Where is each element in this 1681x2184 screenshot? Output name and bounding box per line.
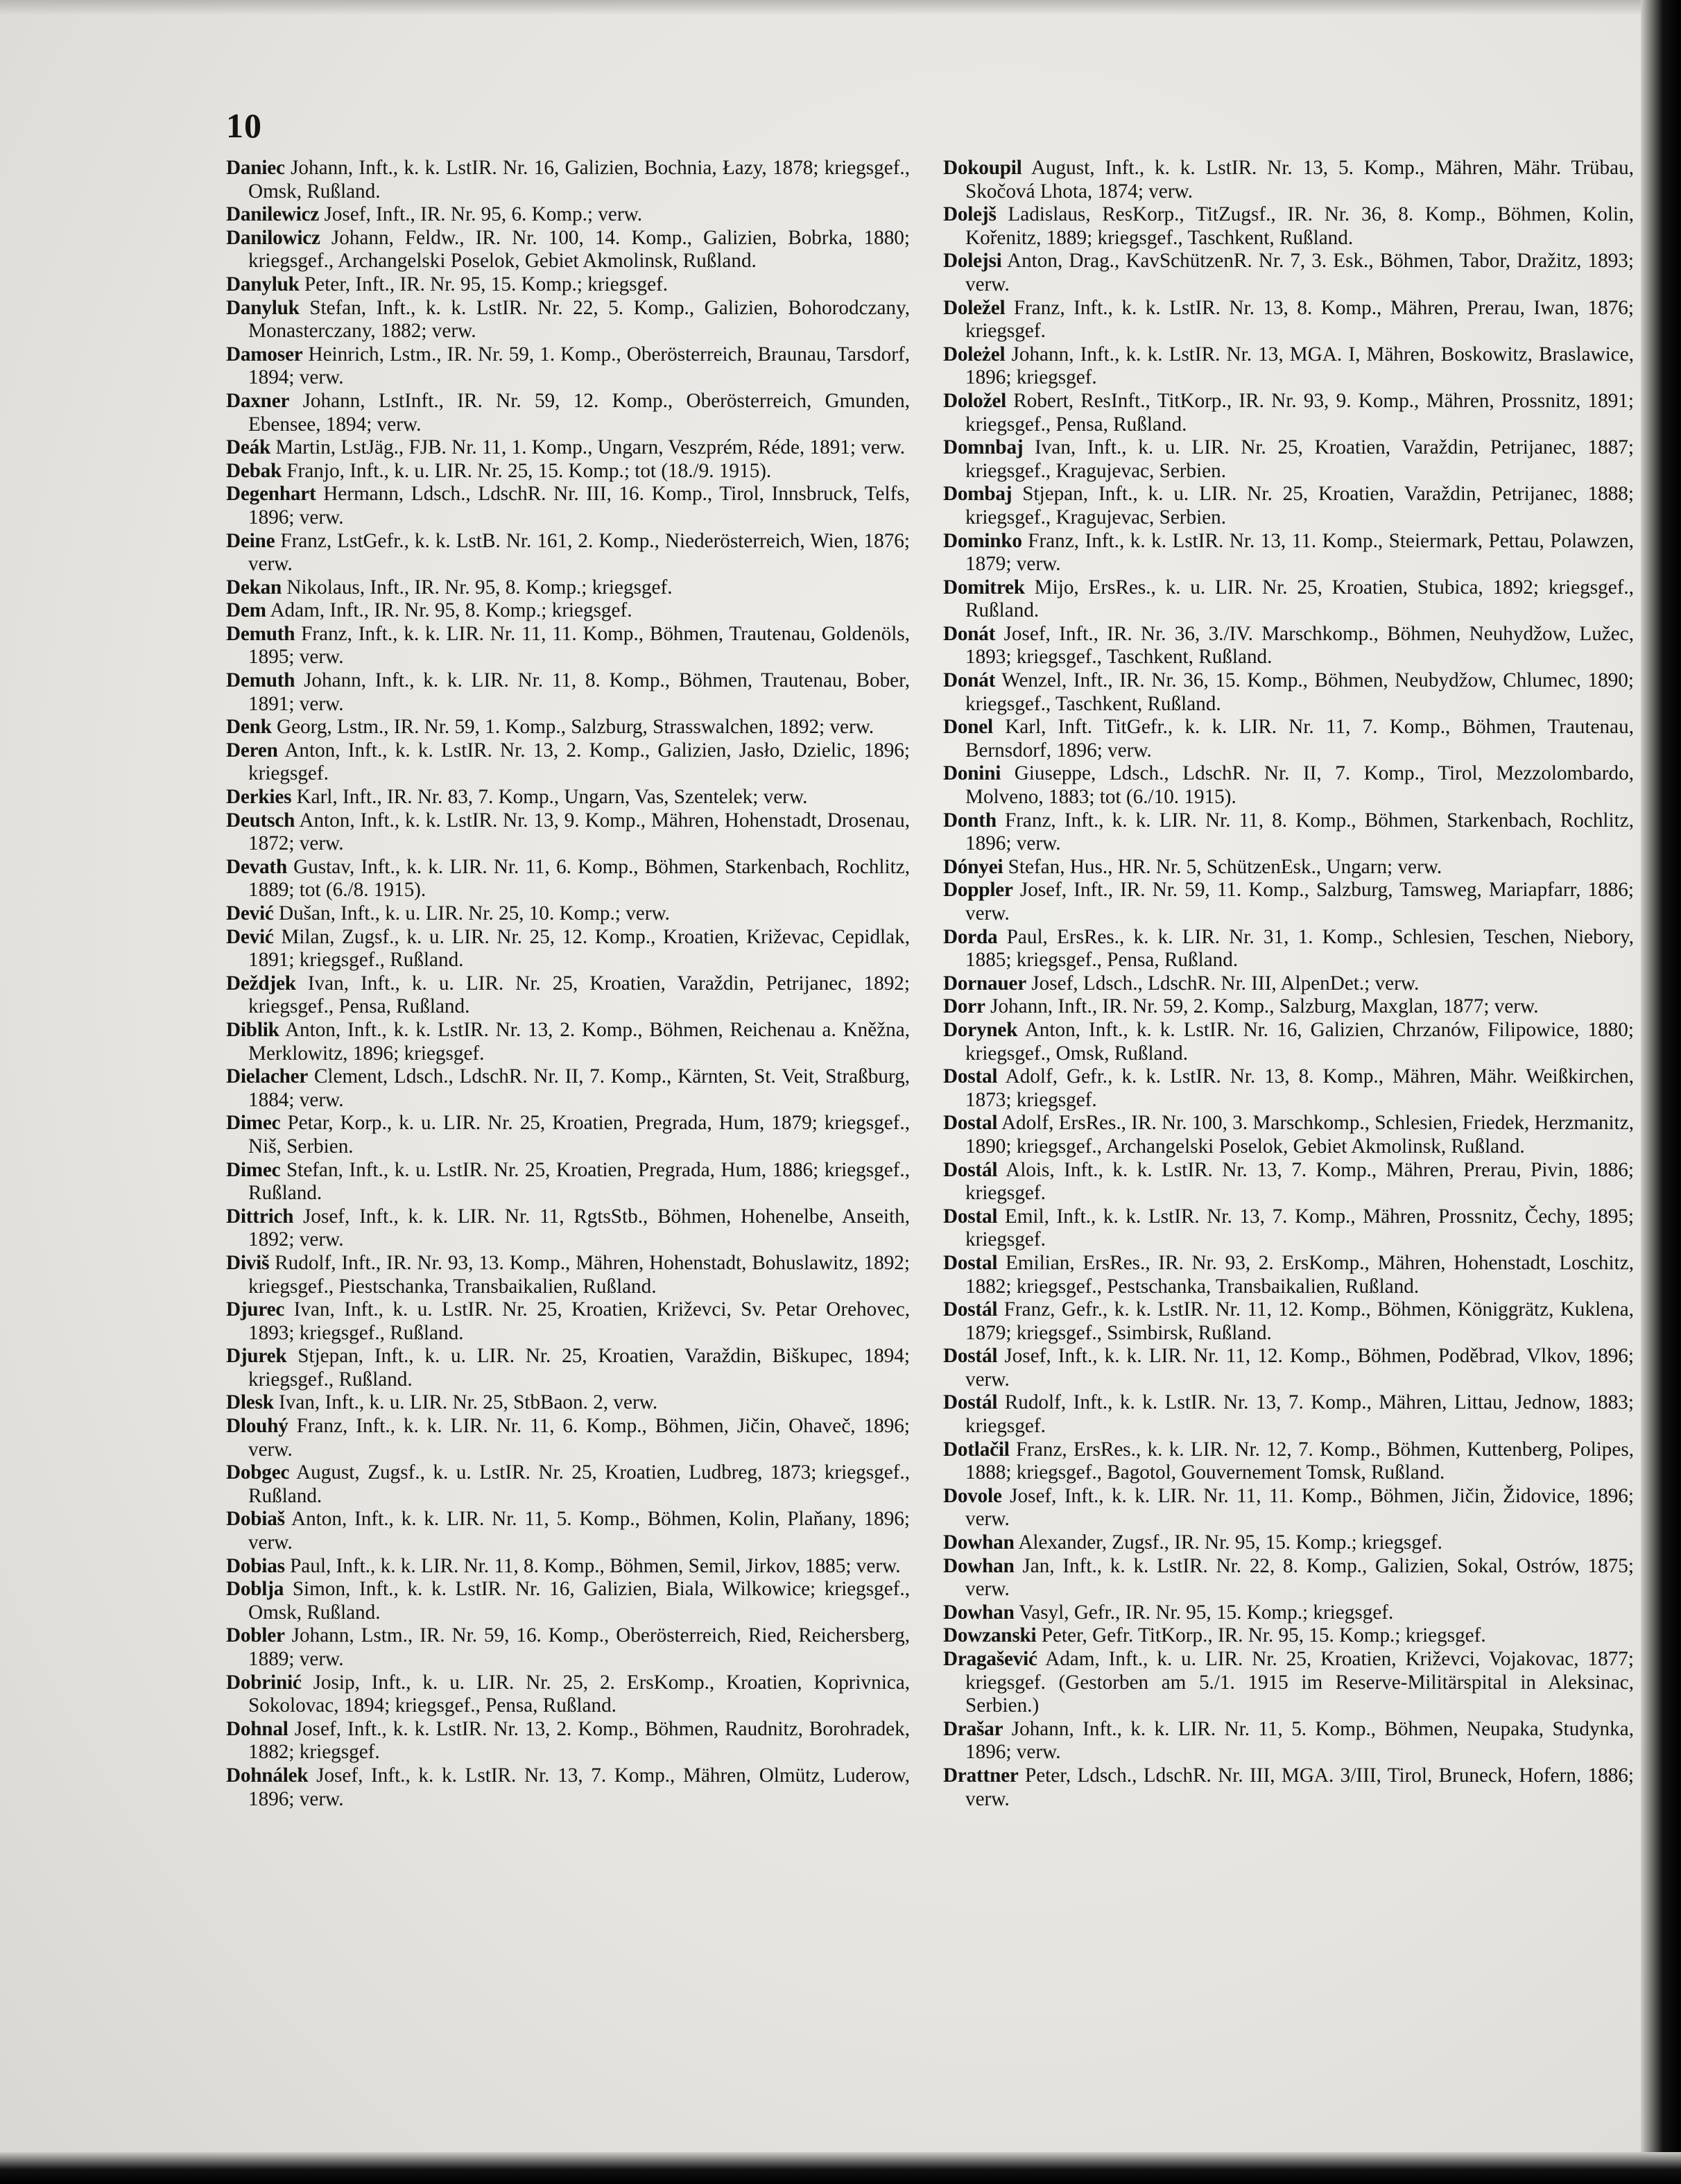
entry-details: Karl, Inft. TitGefr., k. k. LIR. Nr. 11, 7. Komp., Böhmen, Trautenau, Bernsdorf, 1896; verw. bbox=[965, 716, 1634, 762]
entry-details: Johann, LstInft., IR. Nr. 59, 12. Komp., Oberösterreich, Gmunden, Ebensee, 1894; verw. bbox=[248, 389, 911, 436]
entry-details: Stefan, Inft., k. u. LstIR. Nr. 25, Kroatien, Pregrada, Hum, 1886; kriegsgef., Rußland. bbox=[248, 1158, 910, 1205]
entry-details: Franz, LstGefr., k. k. LstB. Nr. 161, 2. Komp., Niederösterreich, Wien, 1876; verw. bbox=[248, 529, 911, 576]
list-item bbox=[943, 1159, 1634, 1205]
entry-details: Peter, Inft., IR. Nr. 95, 15. Komp.; kriegsgef. bbox=[304, 273, 669, 295]
entry-details: Adam, Inft., k. u. LIR. Nr. 25, Kroatien, Križevci, Vojakovac, 1877; kriegsgef. (Gestorben am 5./1. 1915 im Reserve-Militärspital in Aleksinac, Serbien.) bbox=[965, 1648, 1634, 1717]
entry-details: Johann, Inft., k. k. LstIR. Nr. 16, Galizien, Bochnia, Łazy, 1878; kriegsgef., Omsk, Rußland. bbox=[248, 157, 911, 203]
entry-surname: Dostál bbox=[943, 1391, 998, 1414]
page-number: 10 bbox=[226, 106, 262, 145]
entry-surname: Dem bbox=[226, 599, 266, 622]
list-item bbox=[226, 460, 910, 483]
left-column bbox=[226, 157, 910, 1811]
entry-surname: Dostál bbox=[943, 1158, 998, 1181]
list-item bbox=[943, 1391, 1634, 1438]
list-item bbox=[226, 436, 910, 460]
entry-surname: Dowhan bbox=[943, 1601, 1015, 1624]
entry-details: Josef, Inft., k. k. LIR. Nr. 11, 12. Komp., Böhmen, Poděbrad, Vlkov, 1896; verw. bbox=[965, 1345, 1634, 1391]
entry-surname: Dohnal bbox=[226, 1717, 288, 1740]
list-item bbox=[943, 879, 1634, 925]
list-item bbox=[943, 1252, 1634, 1298]
scan-bottom-border bbox=[0, 2152, 1681, 2184]
entry-details: Josef, Inft., k. k. LIR. Nr. 11, 11. Komp., Böhmen, Jičin, Židovice, 1896; verw. bbox=[965, 1484, 1635, 1531]
list-item bbox=[943, 623, 1634, 669]
list-item bbox=[226, 530, 910, 576]
scan-top-shadow bbox=[0, 0, 1681, 15]
entry-surname: Djurec bbox=[226, 1298, 285, 1321]
entry-surname: Doblja bbox=[226, 1578, 284, 1601]
entry-surname: Dević bbox=[226, 902, 274, 925]
entry-surname: Domnbaj bbox=[943, 436, 1024, 459]
list-item bbox=[226, 1764, 910, 1811]
list-item bbox=[943, 343, 1634, 390]
entry-surname: Dobgec bbox=[226, 1461, 290, 1484]
entry-details: Anton, Drag., KavSchützenR. Nr. 7, 3. Esk., Böhmen, Tabor, Dražitz, 1893; verw. bbox=[965, 250, 1635, 295]
entry-surname: Diblik bbox=[226, 1018, 279, 1041]
entry-details: Franz, Gefr., k. k. LstIR. Nr. 11, 12. Komp., Böhmen, Königgrätz, Kuklena, 1879; kriegsgef., Ssimbirsk, Rußland. bbox=[965, 1298, 1634, 1344]
entry-surname: Dobias bbox=[226, 1554, 285, 1577]
list-item bbox=[943, 250, 1634, 296]
entry-surname: Dowhan bbox=[943, 1531, 1015, 1554]
entry-surname: Dragašević bbox=[943, 1648, 1037, 1670]
entry-details: Johann, Lstm., IR. Nr. 59, 16. Komp., Oberösterreich, Ried, Reichersberg, 1889; verw. bbox=[248, 1624, 910, 1670]
list-item bbox=[226, 1391, 910, 1415]
entry-surname: Demuth bbox=[226, 669, 295, 692]
entry-surname: Dobler bbox=[226, 1624, 285, 1647]
list-item bbox=[943, 1531, 1634, 1555]
list-item bbox=[226, 203, 910, 227]
list-item bbox=[226, 972, 910, 1019]
list-item bbox=[226, 669, 910, 716]
entry-surname: Deine bbox=[226, 529, 275, 552]
list-item bbox=[943, 530, 1634, 576]
list-item bbox=[226, 483, 910, 529]
list-item bbox=[226, 739, 910, 786]
entry-surname: Dostal bbox=[943, 1112, 998, 1135]
entry-surname: Dowzanski bbox=[943, 1624, 1037, 1647]
list-item bbox=[943, 390, 1634, 436]
entry-details: Dušan, Inft., k. u. LIR. Nr. 25, 10. Komp.; verw. bbox=[279, 902, 670, 925]
entry-surname: Doppler bbox=[943, 879, 1013, 902]
entry-surname: Dekan bbox=[226, 576, 282, 599]
entry-surname: Daxner bbox=[226, 389, 290, 412]
list-item bbox=[943, 1345, 1634, 1391]
entry-surname: Donel bbox=[943, 716, 993, 739]
entry-details: Hermann, Ldsch., LdschR. Nr. III, 16. Komp., Tirol, Innsbruck, Telfs, 1896; verw. bbox=[248, 483, 911, 528]
list-item bbox=[226, 390, 910, 436]
list-item bbox=[943, 1601, 1634, 1625]
list-item bbox=[943, 157, 1634, 203]
list-item bbox=[226, 902, 910, 926]
entry-surname: Dostál bbox=[943, 1345, 998, 1368]
entry-surname: Dolejš bbox=[943, 203, 997, 226]
list-item bbox=[226, 1624, 910, 1671]
entry-surname: Damoser bbox=[226, 343, 303, 366]
list-item bbox=[226, 157, 910, 203]
list-item bbox=[226, 1508, 910, 1554]
entry-surname: Dornauer bbox=[943, 972, 1026, 995]
list-item bbox=[943, 995, 1634, 1019]
entry-details: Gustav, Inft., k. k. LIR. Nr. 11, 6. Komp., Böhmen, Starkenbach, Rochlitz, 1889; tot (6./8. 1915). bbox=[248, 855, 911, 902]
list-item bbox=[943, 483, 1634, 529]
entry-surname: Demuth bbox=[226, 622, 295, 645]
entry-details: Anton, Inft., k. k. LstIR. Nr. 13, 2. Komp., Galizien, Jasło, Dzielic, 1896; kriegsgef. bbox=[248, 739, 911, 785]
list-item bbox=[943, 972, 1634, 996]
entry-surname: Derkies bbox=[226, 786, 292, 809]
list-item bbox=[226, 1112, 910, 1158]
list-item bbox=[943, 1648, 1634, 1718]
list-item bbox=[226, 1578, 910, 1624]
entry-details: Josef, Inft., IR. Nr. 36, 3./IV. Marschkomp., Böhmen, Neuhydžow, Lužec, 1893; kriegsgef., Taschkent, Rußland. bbox=[965, 622, 1635, 669]
list-item bbox=[226, 1671, 910, 1718]
entry-details: Josef, Inft., IR. Nr. 95, 6. Komp.; verw. bbox=[324, 203, 643, 226]
entry-details: Stjepan, Inft., k. u. LIR. Nr. 25, Kroatien, Varaždin, Biškupec, 1894; kriegsgef., Rußland. bbox=[248, 1345, 910, 1391]
entry-details: Franz, ErsRes., k. k. LIR. Nr. 12, 7. Komp., Böhmen, Kuttenberg, Polipes, 1888; kriegsgef., Bagotol, Gouvernement Tomsk, Rußland. bbox=[965, 1438, 1635, 1484]
entry-surname: Doleżel bbox=[943, 343, 1006, 366]
list-item bbox=[943, 1298, 1634, 1345]
list-item bbox=[943, 926, 1634, 972]
list-item bbox=[226, 786, 910, 809]
entry-surname: Deák bbox=[226, 436, 271, 459]
entry-details: Clement, Ldsch., LdschR. Nr. II, 7. Komp., Kärnten, St. Veit, Straßburg, 1884; verw. bbox=[248, 1065, 910, 1111]
list-item bbox=[943, 1438, 1634, 1485]
entry-details: Giuseppe, Ldsch., LdschR. Nr. II, 7. Komp., Tirol, Mezzolombardo, Molveno, 1883; tot (6./10. 1915). bbox=[965, 762, 1635, 809]
entry-details: Stefan, Inft., k. k. LstIR. Nr. 22, 5. Komp., Galizien, Bohorodczany, Monasterczany, 1882; verw. bbox=[248, 296, 910, 343]
entry-surname: Diviš bbox=[226, 1251, 270, 1274]
entry-surname: Degenhart bbox=[226, 483, 316, 506]
entry-surname: Dimec bbox=[226, 1112, 281, 1135]
entry-surname: Djurek bbox=[226, 1345, 287, 1368]
entry-surname: Denk bbox=[226, 716, 272, 739]
list-item bbox=[943, 856, 1634, 879]
entry-details: Josef, Inft., k. k. LstIR. Nr. 13, 2. Komp., Böhmen, Raudnitz, Borohradek, 1882; kriegsgef. bbox=[248, 1717, 911, 1764]
list-item bbox=[226, 1252, 910, 1298]
entry-details: Paul, Inft., k. k. LIR. Nr. 11, 8. Komp., Böhmen, Semil, Jirkov, 1885; verw. bbox=[290, 1554, 901, 1577]
entry-surname: Dowhan bbox=[943, 1554, 1015, 1577]
entry-surname: Dohnálek bbox=[226, 1764, 309, 1787]
entry-details: Ivan, Inft., k. u. LIR. Nr. 25, StbBaon. 2, verw. bbox=[279, 1391, 658, 1414]
list-item bbox=[226, 1415, 910, 1461]
entry-surname: Danilowicz bbox=[226, 226, 320, 249]
list-item bbox=[226, 343, 910, 390]
entry-surname: Doložel bbox=[943, 389, 1006, 412]
entry-surname: Dobrinić bbox=[226, 1671, 302, 1694]
entry-details: Johann, Inft., IR. Nr. 59, 2. Komp., Salzburg, Maxglan, 1877; verw. bbox=[990, 995, 1539, 1018]
list-item bbox=[943, 669, 1634, 716]
list-item bbox=[226, 1159, 910, 1205]
entry-surname: Dorynek bbox=[943, 1018, 1018, 1041]
entry-surname: Dokoupil bbox=[943, 157, 1022, 179]
entry-details: Nikolaus, Inft., IR. Nr. 95, 8. Komp.; kriegsgef. bbox=[286, 576, 673, 599]
entry-surname: Dotlačil bbox=[943, 1438, 1010, 1461]
entry-details: Franz, Inft., k. k. LstIR. Nr. 13, 8. Komp., Mähren, Prerau, Iwan, 1876; kriegsgef. bbox=[965, 296, 1634, 343]
entry-surname: Dobiaš bbox=[226, 1508, 285, 1531]
list-item bbox=[943, 1019, 1634, 1065]
list-item bbox=[943, 1485, 1634, 1531]
entry-details: Ivan, Inft., k. u. LIR. Nr. 25, Kroatien, Varaždin, Petrijanec, 1887; kriegsgef., Kragujevac, Serbien. bbox=[965, 436, 1634, 482]
entry-details: Heinrich, Lstm., IR. Nr. 59, 1. Komp., Oberösterreich, Braunau, Tarsdorf, 1894; verw. bbox=[248, 343, 911, 389]
list-item bbox=[226, 1298, 910, 1345]
entry-details: Rudolf, Inft., IR. Nr. 93, 13. Komp., Mähren, Hohenstadt, Bohuslawitz, 1892; kriegsgef., Piestschanka, Transbaikalien, Rußland. bbox=[248, 1251, 910, 1298]
entry-surname: Danyluk bbox=[226, 296, 300, 319]
entry-details: Rudolf, Inft., k. k. LstIR. Nr. 13, 7. Komp., Mähren, Littau, Jednow, 1883; kriegsgef. bbox=[965, 1391, 1634, 1438]
entry-surname: Danyluk bbox=[226, 273, 300, 295]
entry-surname: Dostal bbox=[943, 1251, 998, 1274]
entry-details: Adolf, Gefr., k. k. LstIR. Nr. 13, 8. Komp., Mähren, Mähr. Weißkirchen, 1873; kriegsgef. bbox=[965, 1065, 1634, 1111]
entry-details: Karl, Inft., IR. Nr. 83, 7. Komp., Ungarn, Vas, Szentelek; verw. bbox=[296, 786, 808, 809]
list-item bbox=[226, 599, 910, 623]
entry-surname: Debak bbox=[226, 459, 282, 482]
list-item bbox=[943, 1065, 1634, 1112]
entry-surname: Donát bbox=[943, 622, 996, 645]
entry-details: Josip, Inft., k. u. LIR. Nr. 25, 2. ErsKomp., Kroatien, Koprivnica, Sokolovac, 1894; kriegsgef., Pensa, Rußland. bbox=[248, 1671, 911, 1717]
entry-surname: Dostal bbox=[943, 1205, 998, 1228]
list-item bbox=[226, 716, 910, 739]
list-item bbox=[226, 227, 910, 273]
entry-surname: Dovole bbox=[943, 1484, 1002, 1507]
entry-surname: Donth bbox=[943, 809, 997, 832]
entry-surname: Deždjek bbox=[226, 972, 296, 995]
entry-details: Georg, Lstm., IR. Nr. 59, 1. Komp., Salzburg, Strasswalchen, 1892; verw. bbox=[277, 716, 874, 739]
entry-surname: Daniec bbox=[226, 157, 285, 179]
entry-surname: Dlouhý bbox=[226, 1415, 288, 1438]
list-item bbox=[226, 576, 910, 600]
entry-surname: Donát bbox=[943, 669, 996, 692]
entry-surname: Dević bbox=[226, 925, 274, 948]
entry-surname: Danilewicz bbox=[226, 203, 320, 226]
list-item bbox=[226, 1205, 910, 1252]
entry-details: Petar, Korp., k. u. LIR. Nr. 25, Kroatien, Pregrada, Hum, 1879; kriegsgef., Niš, Serbien. bbox=[248, 1112, 911, 1158]
list-item bbox=[226, 926, 910, 972]
entry-details: Josef, Inft., k. k. LstIR. Nr. 13, 7. Komp., Mähren, Olmütz, Luderow, 1896; verw. bbox=[248, 1764, 910, 1810]
entry-details: Anton, Inft., k. k. LstIR. Nr. 16, Galizien, Chrzanów, Filipowice, 1880; kriegsgef., Omsk, Rußland. bbox=[965, 1018, 1634, 1065]
list-item bbox=[943, 203, 1634, 250]
list-item bbox=[943, 1764, 1634, 1811]
entry-surname: Dostal bbox=[943, 1065, 998, 1088]
entry-details: Johann, Feldw., IR. Nr. 100, 14. Komp., Galizien, Bobrka, 1880; kriegsgef., Archangelski Poselok, Gebiet Akmolinsk, Rußland. bbox=[248, 226, 910, 273]
entry-details: Franz, Inft., k. k. LIR. Nr. 11, 6. Komp., Böhmen, Jičin, Ohaveč, 1896; verw. bbox=[248, 1415, 910, 1461]
entry-details: Franz, Inft., k. k. LIR. Nr. 11, 11. Komp., Böhmen, Trautenau, Goldenöls, 1895; verw. bbox=[248, 622, 910, 669]
entry-details: Anton, Inft., k. k. LstIR. Nr. 13, 9. Komp., Mähren, Hohenstadt, Drosenau, 1872; verw. bbox=[248, 809, 911, 855]
right-column bbox=[943, 157, 1634, 1811]
entry-details: Milan, Zugsf., k. u. LIR. Nr. 25, 12. Komp., Kroatien, Križevac, Cepidlak, 1891; kriegsgef., Rußland. bbox=[248, 925, 911, 972]
entry-details: Franz, Inft., k. k. LstIR. Nr. 13, 11. Komp., Steiermark, Pettau, Polawzen, 1879; verw. bbox=[965, 529, 1635, 576]
entry-surname: Dittrich bbox=[226, 1205, 294, 1228]
list-item bbox=[226, 1065, 910, 1112]
entry-details: Robert, ResInft., TitKorp., IR. Nr. 93, 9. Komp., Mähren, Prossnitz, 1891; kriegsgef., Pensa, Rußland. bbox=[965, 389, 1635, 436]
list-item bbox=[226, 1461, 910, 1508]
entry-details: Jan, Inft., k. k. LstIR. Nr. 22, 8. Komp., Galizien, Sokal, Ostrów, 1875; verw. bbox=[965, 1554, 1634, 1601]
list-item bbox=[943, 1112, 1634, 1158]
entry-details: Paul, ErsRes., k. k. LIR. Nr. 31, 1. Komp., Schlesien, Teschen, Niebory, 1885; kriegsgef., Pensa, Rußland. bbox=[965, 925, 1634, 972]
list-item bbox=[226, 1555, 910, 1579]
list-item bbox=[943, 1555, 1634, 1601]
list-item bbox=[943, 762, 1634, 809]
entry-details: Stefan, Hus., HR. Nr. 5, SchützenEsk., Ungarn; verw. bbox=[1008, 855, 1442, 878]
entry-surname: Deutsch bbox=[226, 809, 295, 832]
entry-details: Alois, Inft., k. k. LstIR. Nr. 13, 7. Komp., Mähren, Prerau, Pivin, 1886; kriegsgef. bbox=[965, 1158, 1634, 1205]
entry-details: Emilian, ErsRes., IR. Nr. 93, 2. ErsKomp., Mähren, Hohenstadt, Loschitz, 1882; kriegsgef., Pestschanka, Transbaikalien, Rußland. bbox=[965, 1251, 1635, 1298]
entry-surname: Dostál bbox=[943, 1298, 998, 1321]
scan-right-border bbox=[1641, 0, 1681, 2184]
entry-surname: Drattner bbox=[943, 1764, 1019, 1787]
entry-details: Anton, Inft., k. k. LIR. Nr. 11, 5. Komp., Böhmen, Kolin, Plaňany, 1896; verw. bbox=[248, 1508, 910, 1554]
list-item bbox=[943, 436, 1634, 483]
entry-details: Franjo, Inft., k. u. LIR. Nr. 25, 15. Komp.; tot (18./9. 1915). bbox=[286, 459, 772, 482]
entry-details: August, Zugsf., k. u. LstIR. Nr. 25, Kroatien, Ludbreg, 1873; kriegsgef., Rußland. bbox=[248, 1461, 910, 1507]
entry-details: Adam, Inft., IR. Nr. 95, 8. Komp.; kriegsgef. bbox=[270, 599, 632, 622]
list-item bbox=[226, 1345, 910, 1391]
list-item bbox=[943, 297, 1634, 343]
list-item bbox=[226, 1718, 910, 1764]
entry-surname: Dimec bbox=[226, 1158, 281, 1181]
entry-surname: Doležel bbox=[943, 296, 1006, 319]
entry-details: Josef, Inft., IR. Nr. 59, 11. Komp., Salzburg, Tamsweg, Mariapfarr, 1886; verw. bbox=[965, 879, 1635, 925]
list-item bbox=[226, 856, 910, 902]
entry-details: Peter, Ldsch., LdschR. Nr. III, MGA. 3/III, Tirol, Bruneck, Hofern, 1886; verw. bbox=[965, 1764, 1635, 1810]
list-item bbox=[226, 809, 910, 856]
entry-details: Wenzel, Inft., IR. Nr. 36, 15. Komp., Böhmen, Neubydžow, Chlumec, 1890; kriegsgef., Taschkent, Rußland. bbox=[965, 669, 1634, 715]
list-item bbox=[226, 623, 910, 669]
entry-surname: Dónyei bbox=[943, 855, 1003, 878]
entry-surname: Drašar bbox=[943, 1717, 1003, 1740]
entry-details: Johann, Inft., k. k. LIR. Nr. 11, 5. Komp., Böhmen, Neupaka, Studynka, 1896; verw. bbox=[965, 1717, 1635, 1764]
entry-surname: Domitrek bbox=[943, 576, 1025, 599]
entry-details: Vasyl, Gefr., IR. Nr. 95, 15. Komp.; kriegsgef. bbox=[1019, 1601, 1394, 1624]
list-item bbox=[943, 1624, 1634, 1648]
entry-details: Simon, Inft., k. k. LstIR. Nr. 16, Galizien, Biala, Wilkowice; kriegsgef., Omsk, Rußland. bbox=[248, 1578, 910, 1624]
entry-surname: Deren bbox=[226, 739, 278, 762]
entry-details: Josef, Inft., k. k. LIR. Nr. 11, RgtsStb., Böhmen, Hohenelbe, Anseith, 1892; verw. bbox=[248, 1205, 910, 1251]
list-item bbox=[943, 576, 1634, 623]
entry-surname: Dorda bbox=[943, 925, 998, 948]
entry-details: Johann, Inft., k. k. LIR. Nr. 11, 8. Komp., Böhmen, Trautenau, Bober, 1891; verw. bbox=[248, 669, 910, 715]
list-item bbox=[943, 716, 1634, 762]
list-item bbox=[943, 1205, 1634, 1252]
list-item bbox=[226, 273, 910, 297]
entry-surname: Dombaj bbox=[943, 483, 1012, 506]
entry-surname: Dlesk bbox=[226, 1391, 274, 1414]
entry-details: August, Inft., k. k. LstIR. Nr. 13, 5. Komp., Mähren, Mähr. Trübau, Skočová Lhota, 1874; verw. bbox=[965, 157, 1635, 203]
entry-details: Alexander, Zugsf., IR. Nr. 95, 15. Komp.; kriegsgef. bbox=[1018, 1531, 1442, 1554]
entry-surname: Dielacher bbox=[226, 1065, 309, 1088]
entry-details: Peter, Gefr. TitKorp., IR. Nr. 95, 15. Komp.; kriegsgef. bbox=[1041, 1624, 1486, 1647]
entry-details: Johann, Inft., k. k. LstIR. Nr. 13, MGA. I, Mähren, Boskowitz, Braslawice, 1896; kriegsgef. bbox=[965, 343, 1635, 389]
entry-details: Ladislaus, ResKorp., TitZugsf., IR. Nr. 36, 8. Komp., Böhmen, Kolin, Kořenitz, 1889; kriegsgef., Taschkent, Rußland. bbox=[965, 203, 1635, 249]
entry-details: Stjepan, Inft., k. u. LIR. Nr. 25, Kroatien, Varaždin, Petrijanec, 1888; kriegsgef., Kragujevac, Serbien. bbox=[965, 483, 1634, 528]
entry-surname: Dolejsi bbox=[943, 250, 1002, 273]
entry-surname: Dominko bbox=[943, 529, 1022, 552]
entry-details: Mijo, ErsRes., k. u. LIR. Nr. 25, Kroatien, Stubica, 1892; kriegsgef., Rußland. bbox=[965, 576, 1635, 622]
entry-details: Martin, LstJäg., FJB. Nr. 11, 1. Komp., Ungarn, Veszprém, Réde, 1891; verw. bbox=[275, 436, 906, 459]
entry-details: Ivan, Inft., k. u. LIR. Nr. 25, Kroatien, Varaždin, Petrijanec, 1892; kriegsgef., Pensa, Rußland. bbox=[248, 972, 910, 1018]
list-item bbox=[226, 297, 910, 343]
entry-details: Franz, Inft., k. k. LIR. Nr. 11, 8. Komp., Böhmen, Starkenbach, Rochlitz, 1896; verw. bbox=[965, 809, 1634, 855]
entry-details: Ivan, Inft., k. u. LstIR. Nr. 25, Kroatien, Križevci, Sv. Petar Orehovec, 1893; kriegsgef., Rußland. bbox=[248, 1298, 911, 1344]
entry-details: Anton, Inft., k. k. LstIR. Nr. 13, 2. Komp., Böhmen, Reichenau a. Kněžna, Merklowitz, 1896; kriegsgef. bbox=[248, 1018, 911, 1065]
entry-surname: Dorr bbox=[943, 995, 985, 1018]
list-item bbox=[943, 1718, 1634, 1764]
list-item bbox=[226, 1019, 910, 1065]
list-item bbox=[943, 809, 1634, 856]
entry-details: Emil, Inft., k. k. LstIR. Nr. 13, 7. Komp., Mähren, Prossnitz, Čechy, 1895; kriegsgef. bbox=[965, 1205, 1634, 1251]
entry-details: Adolf, ErsRes., IR. Nr. 100, 3. Marschkomp., Schlesien, Friedek, Herzmanitz, 1890; kriegsgef., Archangelski Poselok, Gebiet Akmolinsk, Rußland. bbox=[965, 1112, 1634, 1158]
entry-surname: Donini bbox=[943, 762, 1001, 785]
entry-details: Josef, Ldsch., LdschR. Nr. III, AlpenDet.; verw. bbox=[1031, 972, 1420, 995]
entry-surname: Devath bbox=[226, 855, 287, 878]
